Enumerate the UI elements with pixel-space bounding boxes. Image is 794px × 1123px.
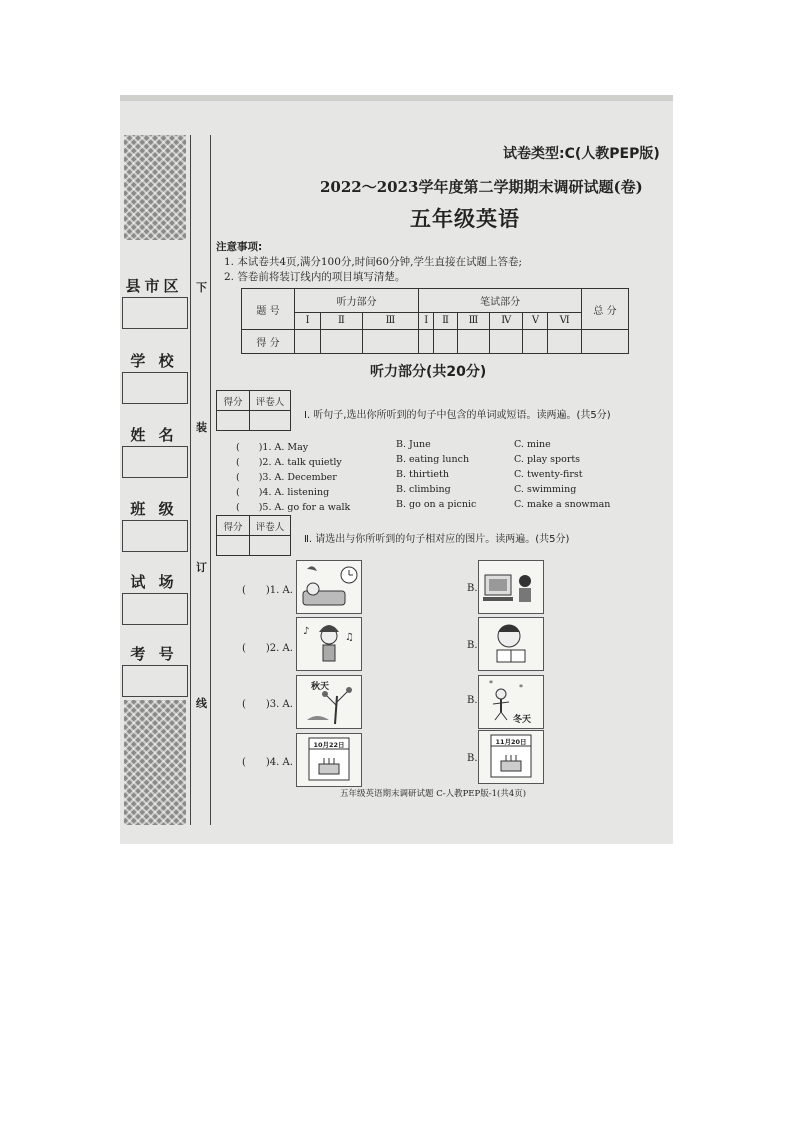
q1-item xyxy=(236,454,673,468)
q2-item-number: ( )1. A. xyxy=(242,585,293,596)
q1-item xyxy=(236,439,673,453)
score-table-writing: 笔试部分 xyxy=(419,289,582,313)
note-1: 1. 本试卷共4页,满分100分,时间60分钟,学生直接在试题上答卷; xyxy=(224,256,522,268)
listening-section-title: 听力部分(共20分) xyxy=(370,364,487,380)
col-writing-2: Ⅱ xyxy=(434,312,458,330)
q2-item-number: ( )4. A. xyxy=(242,757,293,768)
sleeping-illustration xyxy=(297,561,361,613)
score-cell[interactable] xyxy=(457,330,489,354)
q1-item-c: C. play sports xyxy=(514,454,581,465)
score-table-listening: 听力部分 xyxy=(295,289,419,313)
col-writing-4: Ⅳ xyxy=(490,312,523,330)
q1-item-a: ( )5. A. go for a walk xyxy=(236,502,351,513)
q2-option-b: B. xyxy=(467,640,478,651)
subject-title: 五年级英语 xyxy=(410,207,520,231)
label-name: 姓 名 xyxy=(130,426,178,444)
q1-item xyxy=(236,469,673,483)
score-cell[interactable] xyxy=(523,330,548,354)
picture-calendar-b xyxy=(478,730,544,784)
q1-item-b: B. thirtieth xyxy=(396,469,449,480)
grader-reviewer-label: 评卷人 xyxy=(250,391,291,411)
q1-item-b: B. go on a picnic xyxy=(396,499,477,510)
class-field[interactable] xyxy=(122,520,188,552)
cut-mark-ding: 订 xyxy=(196,561,207,574)
col-listening-1: Ⅰ xyxy=(295,312,321,330)
picture-sleeping xyxy=(296,560,362,614)
q1-item xyxy=(236,484,673,498)
school-field[interactable] xyxy=(122,372,188,404)
paper-type: 试卷类型:C(人教PEP版) xyxy=(503,146,660,162)
q1-item-c: C. make a snowman xyxy=(514,499,611,510)
label-exam-room: 试 场 xyxy=(130,573,178,591)
calendar-date-a: 10月22日 xyxy=(313,741,345,749)
grader-box-2 xyxy=(216,515,291,556)
notes-heading: 注意事项: xyxy=(216,241,263,253)
q2-item-number: ( )2. A. xyxy=(242,643,293,654)
score-cell[interactable] xyxy=(434,330,458,354)
exam-number-field[interactable] xyxy=(122,665,188,697)
q1-item-b: B. eating lunch xyxy=(396,454,470,465)
winter-label: 冬天 xyxy=(513,715,532,725)
grader-score-cell[interactable] xyxy=(217,411,250,431)
label-county: 县市区 xyxy=(125,277,183,295)
score-cell[interactable] xyxy=(490,330,523,354)
winter-illustration xyxy=(479,676,543,728)
score-cell[interactable] xyxy=(548,330,582,354)
cut-mark-xia: 下 xyxy=(196,281,207,294)
cut-line xyxy=(210,135,211,825)
county-field[interactable] xyxy=(122,297,188,329)
paper-title: 2022～2023学年度第二学期期末调研试题(卷) xyxy=(320,178,643,196)
label-class: 班 级 xyxy=(130,500,178,518)
name-field[interactable] xyxy=(122,446,188,478)
col-writing-1: Ⅰ xyxy=(419,312,434,330)
score-cell[interactable] xyxy=(419,330,434,354)
cut-mark-xian: 线 xyxy=(196,697,207,710)
col-listening-2: Ⅱ xyxy=(321,312,362,330)
svg-text:♪: ♪ xyxy=(303,626,310,637)
svg-text:*: * xyxy=(489,679,493,688)
svg-text:♫: ♫ xyxy=(345,632,354,643)
col-writing-3: Ⅲ xyxy=(457,312,489,330)
col-listening-3: Ⅲ xyxy=(362,312,419,330)
picture-girl-singing xyxy=(296,617,362,671)
grader-reviewer-cell[interactable] xyxy=(250,411,291,431)
score-table xyxy=(241,288,629,354)
q1-item-a: ( )2. A. talk quietly xyxy=(236,457,342,468)
label-exam-number: 考 号 xyxy=(130,645,178,663)
q1-item-c: C. swimming xyxy=(514,484,577,495)
q1-item xyxy=(236,499,673,513)
page-footer: 五年级英语期末调研试题 C-人教PEP版-1(共4页) xyxy=(340,789,527,799)
q1-item-b: B. climbing xyxy=(396,484,451,495)
calendar-date-b: 11月20日 xyxy=(495,738,527,746)
q2-option-b: B. xyxy=(467,695,478,706)
q1-item-c: C. mine xyxy=(514,439,551,450)
q1-item-b: B. June xyxy=(396,439,431,450)
svg-text:*: * xyxy=(519,683,523,692)
cut-mark-zhuang: 装 xyxy=(196,421,207,434)
picture-computer xyxy=(478,560,544,614)
score-cell[interactable] xyxy=(362,330,419,354)
picture-boy-reading xyxy=(478,617,544,671)
music-illustration xyxy=(297,618,361,670)
binding-pattern-top xyxy=(124,135,186,240)
q1-title: Ⅰ. 听句子,选出你所听到的句子中包含的单词或短语。读两遍。(共5分) xyxy=(304,410,611,421)
grader-reviewer-cell[interactable] xyxy=(250,536,291,556)
notes xyxy=(216,240,522,285)
col-writing-6: Ⅵ xyxy=(548,312,582,330)
label-school: 学 校 xyxy=(130,352,178,370)
binding-pattern-bottom xyxy=(124,700,186,825)
q2-option-b: B. xyxy=(467,753,478,764)
q2-option-b: B. xyxy=(467,583,478,594)
exam-room-field[interactable] xyxy=(122,593,188,625)
q2-item-number: ( )3. A. xyxy=(242,699,293,710)
computer-illustration xyxy=(479,561,543,613)
binding-line xyxy=(190,135,191,825)
score-cell-total[interactable] xyxy=(582,330,629,354)
score-table-score-label: 得 分 xyxy=(242,330,295,354)
q1-item-a: ( )4. A. listening xyxy=(236,487,330,498)
grader-box-1 xyxy=(216,390,291,431)
exam-paper-photo xyxy=(120,95,673,844)
grader-score-label: 得分 xyxy=(217,391,250,411)
note-2: 2. 答卷前将装订线内的项目填写清楚。 xyxy=(224,271,406,283)
autumn-label: 秋天 xyxy=(311,682,330,692)
picture-calendar-a xyxy=(296,733,362,787)
grader-score-label: 得分 xyxy=(217,516,250,536)
q1-item-c: C. twenty-first xyxy=(514,469,583,480)
grader-reviewer-label: 评卷人 xyxy=(250,516,291,536)
photo-top-edge xyxy=(120,95,673,101)
picture-autumn xyxy=(296,675,362,729)
reading-illustration xyxy=(479,618,543,670)
grader-score-cell[interactable] xyxy=(217,536,250,556)
score-table-number-label: 题 号 xyxy=(242,289,295,330)
picture-winter xyxy=(478,675,544,729)
score-cell[interactable] xyxy=(321,330,362,354)
q2-title: Ⅱ. 请选出与你所听到的句子相对应的图片。读两遍。(共5分) xyxy=(304,534,570,545)
score-cell[interactable] xyxy=(295,330,321,354)
score-table-total: 总 分 xyxy=(582,289,629,330)
col-writing-5: Ⅴ xyxy=(523,312,548,330)
q1-item-a: ( )1. A. May xyxy=(236,442,309,453)
q1-item-a: ( )3. A. December xyxy=(236,472,337,483)
